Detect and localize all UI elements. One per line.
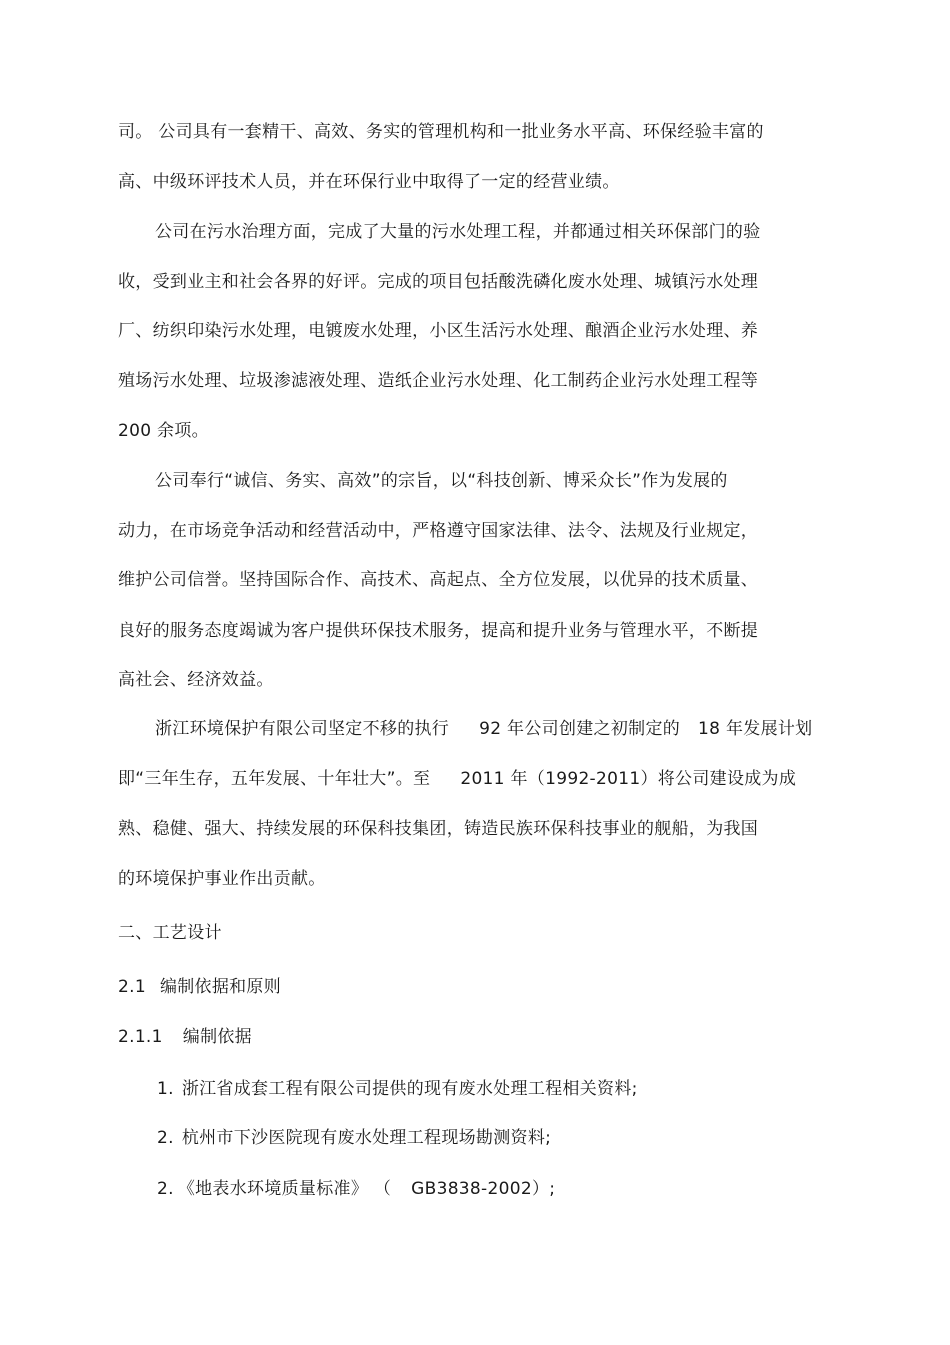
paragraph-line: 司。 公司具有一套精干、高效、务实的管理机构和一批业务水平高、环保经验丰富的 <box>118 122 764 142</box>
paragraph-line: 厂、纺织印染污水处理，电镀废水处理，小区生活污水处理、酿酒企业污水处理、养 <box>118 321 759 341</box>
subsubsection-title: 编制依据 <box>182 1027 252 1047</box>
paragraph-line: 动力，在市场竞争活动和经营活动中，严格遵守国家法律、法令、法规及行业规定， <box>118 521 759 541</box>
paragraph-fragment: 92 年公司创建之初制定的 <box>479 719 681 739</box>
list-item-text: 《地表水环境质量标准》 （ <box>177 1179 392 1199</box>
list-item <box>157 1078 638 1100</box>
paragraph-fragment: 18 年发展计划 <box>698 719 813 739</box>
list-item-text: 杭州市下沙医院现有废水处理工程现场勘测资料; <box>181 1128 552 1148</box>
paragraph-line: 维护公司信誉。坚持国际合作、高技术、高起点、全方位发展，以优异的技术质量、 <box>118 570 759 590</box>
list-item <box>157 1178 555 1200</box>
list-item-number: 2. <box>157 1128 174 1148</box>
subsection-title: 编制依据和原则 <box>159 977 282 997</box>
paragraph-line <box>118 768 796 790</box>
subsection-heading <box>118 976 281 998</box>
paragraph-line: 的环境保护事业作出贡献。 <box>118 869 326 889</box>
paragraph-line: 高社会、经济效益。 <box>118 670 274 690</box>
paragraph-line: 良好的服务态度竭诚为客户提供环保技术服务，提高和提升业务与管理水平，不断提 <box>118 621 759 641</box>
list-item-number: 1. <box>157 1079 174 1099</box>
paragraph-line: 公司奉行“诚信、务实、高效”的宗旨，以“科技创新、博采众长”作为发展的 <box>155 471 728 491</box>
list-item-code: GB3838-2002 <box>411 1179 532 1199</box>
subsubsection-number: 2.1.1 <box>118 1027 163 1047</box>
paragraph-line: 公司在污水治理方面，完成了大量的污水处理工程，并都通过相关环保部门的验 <box>155 222 761 242</box>
list-item-text: 浙江省成套工程有限公司提供的现有废水处理工程相关资料; <box>181 1079 638 1099</box>
paragraph-fragment: 浙江环境保护有限公司坚定不移的执行 <box>155 719 450 739</box>
paragraph-line: 高、中级环评技术人员，并在环保行业中取得了一定的经营业绩。 <box>118 172 620 192</box>
list-item-text: ）; <box>531 1179 556 1199</box>
paragraph-fragment: 2011 年（1992-2011）将公司建设成为成 <box>460 769 797 789</box>
list-item <box>157 1127 551 1149</box>
paragraph-line <box>155 718 812 740</box>
paragraph-line: 殖场污水处理、垃圾渗滤液处理、造纸企业污水处理、化工制药企业污水处理工程等 <box>118 371 759 391</box>
paragraph-line: 熟、稳健、强大、持续发展的环保科技集团，铸造民族环保科技事业的舰船，为我国 <box>118 819 759 839</box>
list-item-number: 2. <box>157 1179 174 1199</box>
paragraph-line: 200 余项。 <box>118 421 209 441</box>
section-heading: 二、工艺设计 <box>118 923 222 943</box>
paragraph-fragment: 即“三年生存，五年发展、十年壮大”。至 <box>118 769 431 789</box>
subsection-number: 2.1 <box>118 977 146 997</box>
subsubsection-heading <box>118 1026 252 1048</box>
paragraph-line: 收，受到业主和社会各界的好评。完成的项目包括酸洗磷化废水处理、城镇污水处理 <box>118 272 759 292</box>
